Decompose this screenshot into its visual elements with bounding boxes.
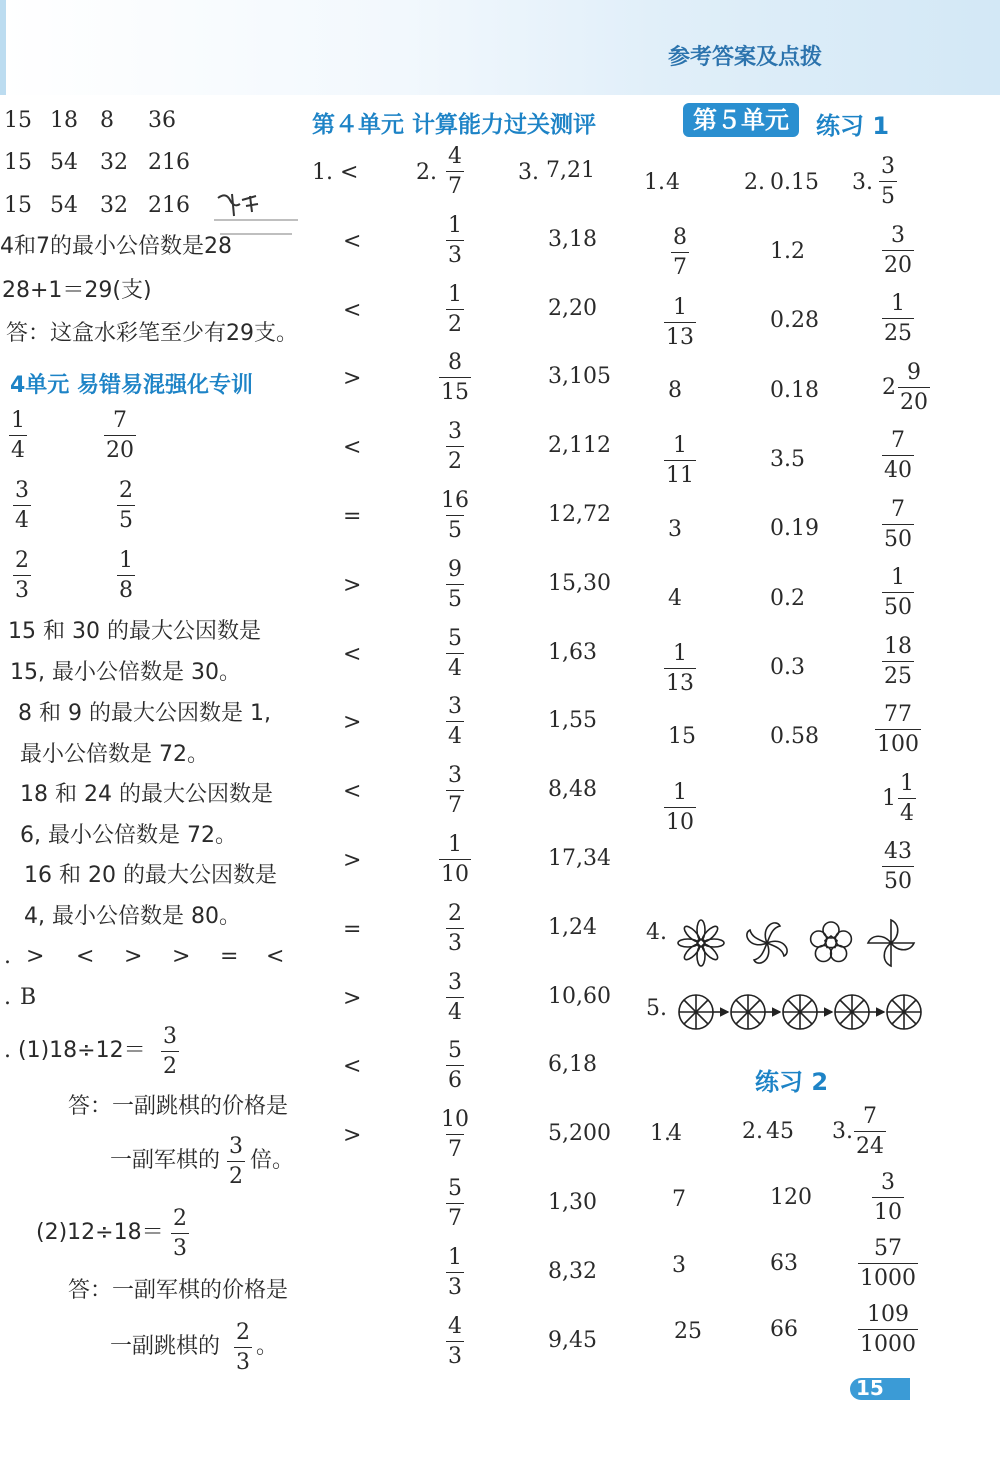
left-frac-3: 3 4 [15,478,29,533]
mid-fraction-11: 1 10 [441,832,469,887]
ex1-col1-fraction-5: 1 11 [666,433,694,489]
left-q5-ans2-a: 答：一副军棋的价格是 [68,1278,289,1303]
ex1-col3-fraction-7: 1 50 [884,565,912,620]
left-row-3-c: 32 [100,193,128,218]
left-q5-ans2-frac: 2 3 [236,1320,250,1375]
ex1-col1-value-1: 4 [666,170,680,195]
left-compare-2: < [76,944,95,969]
ex1-col2-value-4: 0.18 [770,377,819,403]
left-frac-6: 1 8 [119,548,133,603]
left-compare-1: > [26,944,45,969]
left-row-1-a: 15 [4,108,32,133]
right-label-1: 1. [644,170,665,195]
mid-compare-13: > [343,985,362,1011]
ex1-col2-value-2: 1.2 [770,239,805,264]
mid-compare-5: < [343,435,362,461]
left-unit4-title: 4单元 易错易混强化专训 [10,373,253,398]
mid-fraction-9: 3 4 [448,694,462,750]
page-number: 15 [856,1376,884,1400]
ex2-col2-value-1: 45 [766,1119,794,1144]
five-petal-flower-icon [806,918,856,968]
left-gcd-line-8: 4, 最小公倍数是 80。 [24,904,241,929]
exercise1-title: 练习 1 [816,112,890,140]
header-left-bar [0,0,6,95]
mid-pair-3: 2,20 [548,295,597,321]
mid-compare-8: < [343,641,362,667]
right-label-5: 5. [646,996,667,1021]
mid-fraction-7: 9 5 [448,556,462,612]
pinwheel-shape-icon [864,916,918,970]
mid-unit4-title: 第４单元 计算能力过关测评 [312,112,597,138]
mid-compare-14: < [343,1054,362,1080]
mid-compare-12: = [343,916,362,942]
page-header-title: 参考答案及点拨 [668,45,823,70]
left-q5-ans1-b: 一副军棋的 [110,1148,221,1173]
left-gcd-line-7: 16 和 20 的最大公因数是 [24,863,277,888]
left-row-2-b: 54 [50,150,78,175]
mid-pair-11: 17,34 [548,846,611,871]
left-frac-5: 2 3 [15,548,29,603]
left-gcd-line-6: 6, 最小公倍数是 72。 [20,823,237,848]
ex1-col2-value-3: 0.28 [770,308,819,334]
left-q5-ans1-frac: 3 2 [229,1134,243,1189]
mid-pair-18: 9,45 [548,1327,597,1353]
left-lcm-line: 4和7的最小公倍数是28 [0,234,232,259]
ex2-col3-fraction-4: 109 1000 [860,1302,916,1357]
mid-fraction-4: 8 15 [441,350,469,406]
ex1-col2-value-7: 0.2 [770,585,805,611]
mid-compare-15: > [343,1123,362,1149]
ex2-col2-value-2: 120 [770,1185,812,1210]
left-compare-4: > [172,944,191,969]
ex1-col3-fraction-3: 1 25 [884,291,912,346]
mid-label-3: 3. [518,160,539,185]
mid-compare-11: > [343,848,362,873]
mid-compare-6: = [343,504,362,529]
left-qb-prefix: . [4,985,11,1010]
left-compare-3: > [124,944,143,969]
mid-fraction-8: 5 4 [448,625,462,681]
header-banner [0,0,1000,95]
left-gcd-line-1: 15 和 30 的最大公因数是 [8,619,261,644]
left-q5-ans2-c: 。 [256,1334,279,1359]
right-label-2: 2. [744,170,765,195]
mid-pair-8: 1,63 [548,639,597,665]
mid-compare-3: < [343,297,362,323]
ex1-col3-fraction-8: 18 25 [884,633,912,689]
left-calc-line: 28+1＝29(支) [2,278,152,303]
left-q5-ans1-c: 倍。 [250,1148,295,1173]
mid-fraction-16: 5 7 [448,1176,462,1231]
ex1-col1-fraction-3: 1 13 [666,294,694,350]
mid-pair-5: 2,112 [548,433,611,459]
mid-compare-1: < [340,160,359,185]
mid-fraction-5: 3 2 [448,419,462,475]
left-q5-part1: (1)18÷12＝ [18,1038,146,1063]
mid-compare-10: < [343,779,362,805]
left-gcd-line-3: 8 和 9 的最大公因数是 1, [18,701,271,726]
ex2-col3-fraction-3: 57 1000 [860,1236,916,1291]
left-compare-5: = [220,944,239,969]
ex1-col3-mixed-10: 1 1 4 [882,770,914,826]
mid-pair-13: 10,60 [548,983,611,1009]
left-row-2-c: 32 [100,150,128,175]
mid-fraction-10: 3 7 [448,763,462,819]
ex2-col2-value-4: 66 [770,1317,798,1342]
mid-pair-14: 6,18 [548,1052,597,1078]
ex1-col3-fraction-2: 3 20 [884,222,912,278]
ex2-col3-fraction-2: 3 10 [874,1170,902,1225]
ex1-col1-value-9: 15 [668,724,696,750]
left-q5-prefix: . [4,1038,11,1063]
left-q5-ans1-a: 答：一副跳棋的价格是 [68,1094,289,1119]
ex1-col3-fraction-11: 43 50 [884,839,912,894]
mid-label-1: 1. [312,160,333,185]
ex1-col2-value-6: 0.19 [770,516,819,542]
mid-compare-4: > [343,366,362,392]
ex2-col3-fraction-1: 7 24 [856,1104,884,1159]
mid-pair-9: 1,55 [548,708,597,734]
swirl-shape-icon [740,916,794,970]
mid-pair-4: 3,105 [548,364,611,390]
left-q5-ans2-b: 一副跳棋的 [110,1334,221,1359]
left-row-3-d: 216 [148,193,190,218]
mid-pair-2: 3,18 [548,226,597,252]
left-frac-2: 7 20 [106,408,134,463]
left-compare-6: < [266,944,285,969]
left-row-1-c: 8 [100,108,114,133]
right-label-3: 3. [852,170,873,195]
unit5-badge: 第５单元 [683,103,799,137]
mid-fraction-1: 4 7 [448,144,462,199]
left-answer-line: 答：这盒水彩笔至少有29支。 [6,321,298,346]
ex1-col1-value-6: 3 [668,516,682,542]
left-row-2-d: 216 [148,150,190,175]
right-ex2-label-3: 3. [832,1119,853,1144]
left-gcd-line-5: 18 和 24 的最大公因数是 [20,782,273,807]
ex1-col1-fraction-8: 1 13 [666,641,694,697]
mid-fraction-2: 1 3 [448,212,462,268]
mid-fraction-6: 16 5 [441,488,469,543]
exercise2-title: 练习 2 [755,1068,829,1096]
left-row-3-b: 54 [50,193,78,218]
ex2-col1-value-4: 25 [674,1319,702,1344]
left-q5-part2-frac: 2 3 [173,1206,187,1261]
right-label-4: 4. [646,920,667,945]
right-ex2-label-2: 2. [742,1119,763,1144]
mid-pair-17: 8,32 [548,1258,597,1284]
ex1-col2-value-5: 3.5 [770,446,805,472]
left-frac-1: 1 4 [11,408,25,463]
mid-fraction-3: 1 2 [448,281,462,337]
mid-fraction-17: 1 3 [448,1244,462,1300]
ex1-col2-value-1: 0.15 [770,170,819,195]
mid-pair-7: 15,30 [548,570,611,596]
mid-label-2: 2. [416,160,437,185]
ex1-col1-value-7: 4 [668,585,682,611]
ex1-col1-fraction-10: 1 10 [666,779,694,835]
checker-signature-icon [212,190,302,240]
mid-compare-7: > [343,572,362,598]
mid-pair-12: 1,24 [548,914,597,940]
left-frac-4: 2 5 [119,478,133,533]
mid-compare-9: > [343,710,362,736]
left-compare-prefix: . [4,944,11,969]
flower-shape-icon [676,918,726,968]
right-ex2-label-1: 1. [650,1121,671,1146]
mid-fraction-13: 3 4 [448,969,462,1025]
ex2-col1-value-2: 7 [672,1187,686,1212]
left-q5-part1-frac: 3 2 [163,1024,177,1079]
left-row-2-a: 15 [4,150,32,175]
mid-fraction-14: 5 6 [448,1038,462,1094]
ex1-col2-value-9: 0.58 [770,724,819,750]
ex2-col1-value-3: 3 [672,1253,686,1278]
mid-pair-1: 7,21 [546,158,595,183]
ex1-col1-value-4: 8 [668,377,682,403]
mid-fraction-15: 10 7 [441,1107,469,1163]
mid-pair-10: 8,48 [548,777,597,803]
mid-pair-6: 12,72 [548,502,611,527]
ex1-col3-fraction-5: 7 40 [884,428,912,483]
left-row-1-b: 18 [50,108,78,133]
left-qb-answer: B [20,985,37,1010]
ex1-col2-value-8: 0.3 [770,654,805,680]
mid-pair-15: 5,200 [548,1121,611,1147]
left-row-3-a: 15 [4,193,32,218]
ex1-col3-mixed-4: 2 9 20 [882,359,928,415]
left-q5-part2: (2)12÷18＝ [36,1220,164,1245]
wheel-sequence-icon [676,990,926,1034]
ex1-col3-fraction-6: 7 50 [884,496,912,552]
left-gcd-line-4: 最小公倍数是 72。 [20,742,209,767]
ex2-col2-value-3: 63 [770,1251,798,1276]
ex1-col1-fraction-2: 8 7 [673,225,687,281]
ex2-col1-value-1: 4 [668,1121,682,1146]
mid-compare-2: < [343,228,362,254]
mid-fraction-12: 2 3 [448,900,462,956]
ex1-col3-fraction-1: 3 5 [881,154,895,209]
left-gcd-line-2: 15, 最小公倍数是 30。 [10,660,241,685]
left-row-1-d: 36 [148,108,176,133]
mid-fraction-18: 4 3 [448,1313,462,1369]
mid-pair-16: 1,30 [548,1190,597,1215]
ex1-col3-fraction-9: 77 100 [877,702,919,757]
